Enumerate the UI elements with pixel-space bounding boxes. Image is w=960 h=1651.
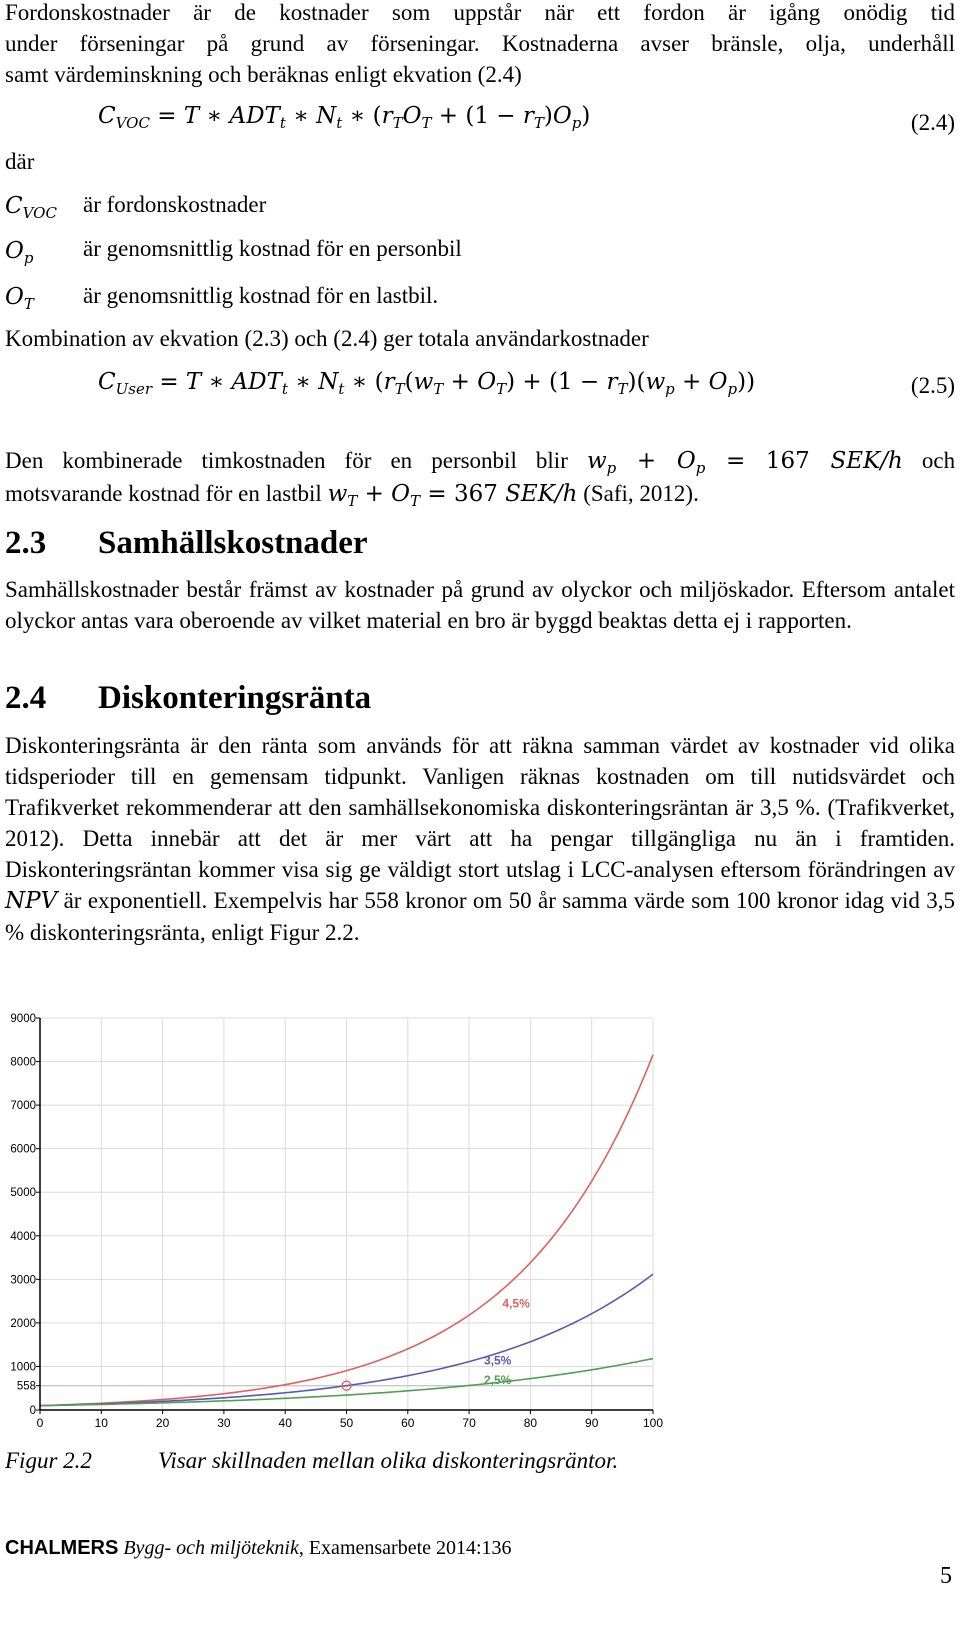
y-tick-label-4000: 4000 — [10, 1230, 36, 1243]
series-label-25: 2,5% — [484, 1372, 512, 1387]
equation-2-5: $C_{User} = T$ ∗ $ADT_t$ ∗ $N_t$ ∗ $(r_T(w_T + O_T) + (1 - r_T)(w_p + O_p))$ — [98, 369, 756, 398]
y-tick-label-3000: 3000 — [10, 1274, 36, 1287]
dar-label: där — [5, 149, 35, 174]
definition-text-cvoc: är fordonskostnader — [83, 192, 267, 217]
y-tick-label-9000: 9000 — [10, 1013, 36, 1025]
equation-2-4: $C_{VOC} = T$ ∗ $ADT_t$ ∗ $N_t$ ∗ $(r_TO_T + (1 - r_T)O_p)$ — [98, 103, 591, 132]
section-heading-2-4: 2.4 Diskonteringsränta — [5, 680, 372, 716]
x-tick-label-40: 40 — [278, 1416, 292, 1430]
intro-line-1: Fordonskostnader är de kostnader som uppstår när ett fordon är igång onödig tid — [5, 0, 955, 25]
hourly-line-1: Den kombinerade timkostnaden för en personbil blir $w_p + O_p = 167$ SEK/h och — [5, 448, 956, 477]
combination-text: Kombination av ekvation (2.3) och (2.4) ger totala användarkostnader — [5, 326, 649, 351]
chart-x-ticks — [37, 1410, 664, 1430]
x-tick-label-20: 20 — [155, 1416, 170, 1430]
hourly-line-2: motsvarande kostnad för en lastbil $w_T + O_T = 367$ SEK/h (Safi, 2012). — [5, 481, 699, 510]
definition-symbol-ot: $O_T$ — [5, 284, 34, 313]
page-footer — [5, 1535, 512, 1561]
figure-label: Figur 2.2 — [5, 1448, 92, 1473]
definition-symbol-op: $O_p$ — [5, 238, 34, 267]
chart-y-ticks — [10, 1013, 40, 1417]
y-tick-label-7000: 7000 — [10, 1100, 36, 1113]
y-tick-label-8000: 8000 — [10, 1056, 36, 1069]
y-tick-label-5000: 5000 — [10, 1187, 36, 1200]
y-tick-label-558: 558 — [16, 1380, 36, 1393]
x-tick-label-100: 100 — [642, 1416, 664, 1430]
chart-grid — [40, 1018, 653, 1410]
x-tick-label-70: 70 — [462, 1416, 476, 1430]
discount-rate-chart — [0, 1005, 700, 1440]
intro-line-2: under förseningar på grund av förseningar. Kostnaderna avser bränsle, olja, underhåll — [5, 31, 955, 56]
y-tick-label-2000: 2000 — [10, 1317, 36, 1330]
equation-2-4-number: (2.4) — [910, 110, 955, 135]
footer-brand: CHALMERS — [5, 1537, 119, 1559]
page-number: 5 — [940, 1563, 952, 1589]
x-tick-label-0: 0 — [36, 1416, 44, 1430]
y-tick-label-6000: 6000 — [10, 1143, 36, 1156]
definition-symbol-cvoc: $C_{VOC}$ — [5, 193, 57, 222]
figure-caption: Visar skillnaden mellan olika diskonteringsräntor. — [158, 1448, 619, 1473]
x-tick-label-10: 10 — [94, 1416, 108, 1430]
equation-2-5-number: (2.5) — [910, 373, 955, 398]
x-tick-label-50: 50 — [339, 1416, 354, 1430]
section-2-3-body: Samhällskostnader består främst av kostnader på grund av olyckor och miljöskador. Eftersom antalet olyckor antas vara oberoende av vilket material en bro är byggd beaktas detta ej i rapporten. — [5, 577, 955, 633]
footer-rest: , Examensarbete 2014:136 — [298, 1537, 512, 1559]
footer-dept: Bygg- och miljöteknik — [123, 1537, 299, 1559]
x-tick-label-80: 80 — [523, 1416, 538, 1430]
chart-series-labels — [484, 1297, 530, 1387]
series-label-45: 4,5% — [502, 1296, 530, 1311]
intro-line-3: samt värdeminskning och beräknas enligt ekvation (2.4) — [5, 62, 522, 87]
series-label-35: 3,5% — [484, 1353, 512, 1368]
definition-text-op: är genomsnittlig kostnad för en personbil — [83, 236, 462, 261]
definition-text-ot: är genomsnittlig kostnad för en lastbil. — [83, 283, 439, 308]
y-tick-label-0: 0 — [29, 1405, 36, 1417]
x-tick-label-90: 90 — [585, 1416, 599, 1430]
section-heading-2-3: 2.3 Samhällskostnader — [5, 525, 368, 561]
x-tick-label-60: 60 — [401, 1416, 415, 1430]
y-tick-label-1000: 1000 — [10, 1361, 36, 1374]
section-2-4-body: Diskonteringsränta är den ränta som används för att räkna samman värdet av kostnader vid olika tidsperioder till en gemensam tidpunkt. Vanligen räknas kostnaden om till nutidsvärdet och Trafikverket rekommenderar att den samhällsekonomiska diskonteringsräntan är 3,5 %. (Trafikverket, 2012). Detta innebär att det är mer värt att ha pengar tillgängliga nu än i framtiden. Diskonteringsräntan kommer visa sig ge väldigt stort utslag i LCC-analysen eftersom förändringen av NPV är exponentiell. Exempelvis har 558 kronor om 50 år samma värde som 100 kronor idag vid 3,5 % diskonteringsränta, enligt Figur 2.2. — [5, 733, 955, 945]
x-tick-label-30: 30 — [217, 1416, 231, 1430]
